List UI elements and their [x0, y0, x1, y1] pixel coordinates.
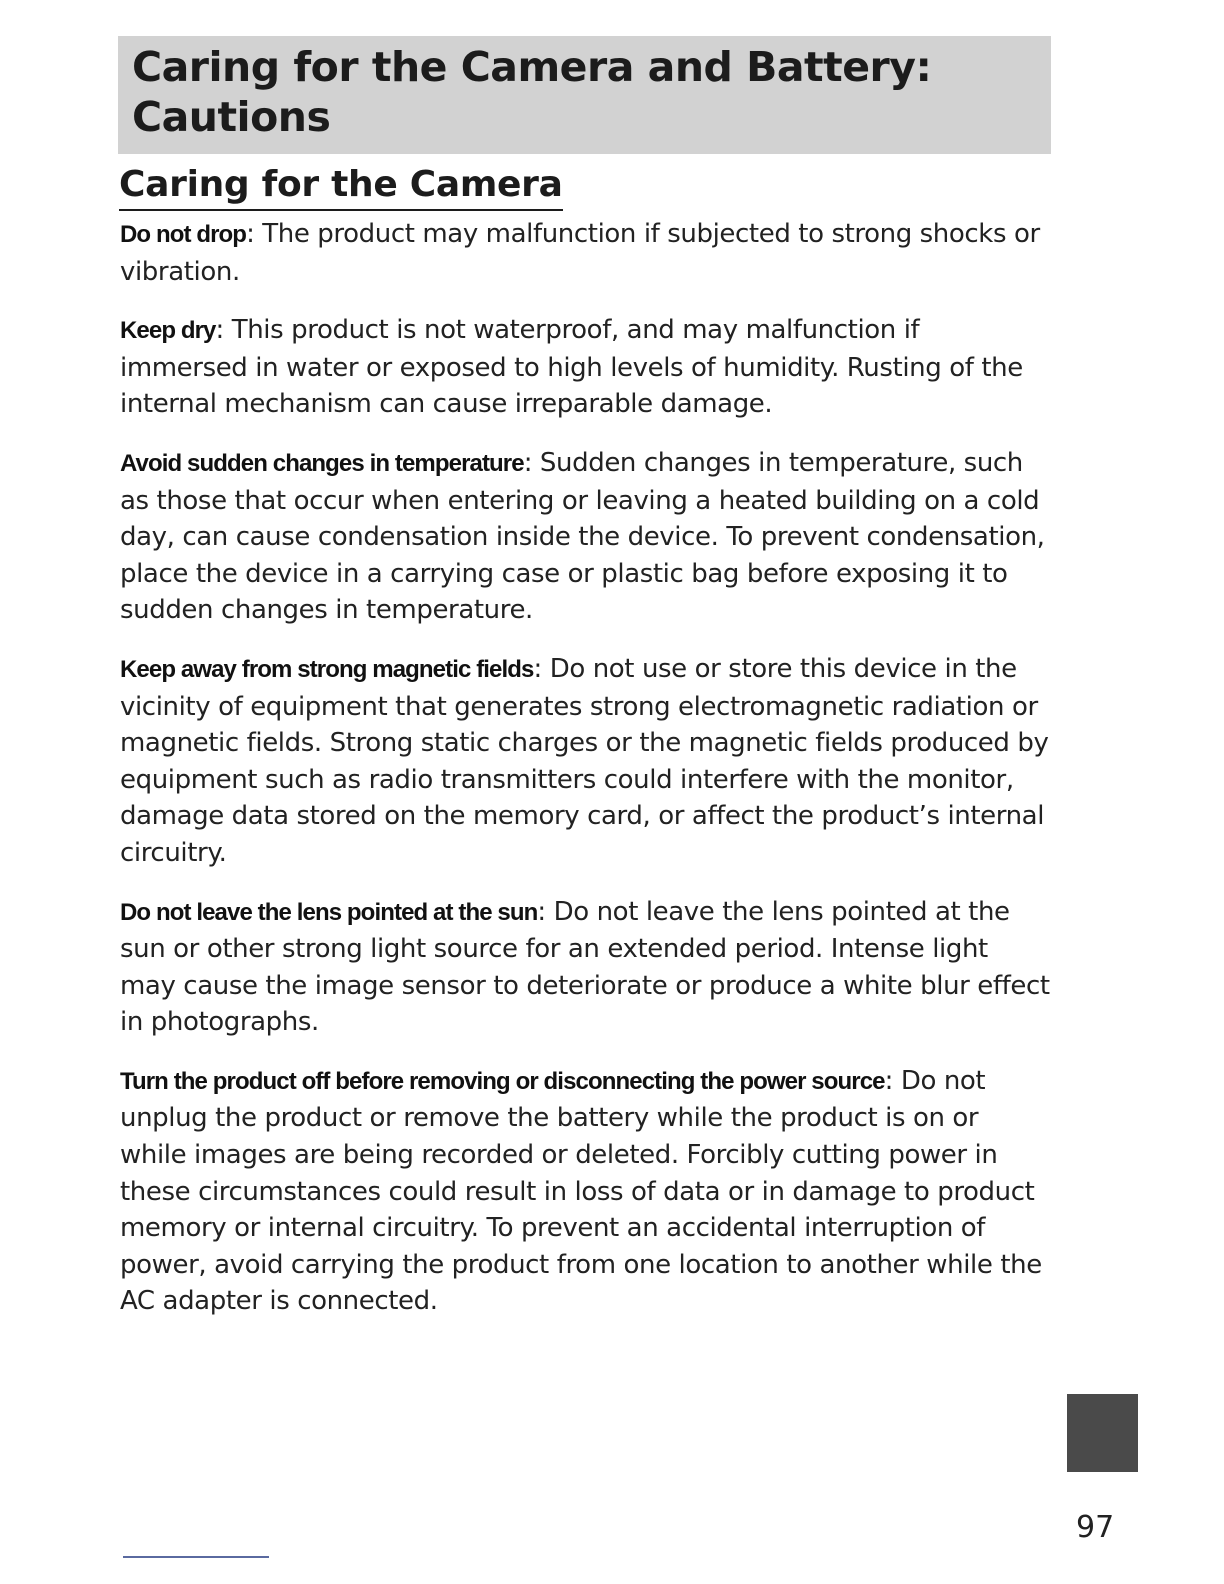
caution-heading: Do not drop — [120, 221, 247, 248]
page-number: 97 — [1076, 1510, 1115, 1545]
caution-temperature — [120, 445, 1050, 629]
caution-heading: Avoid sudden changes in temperature — [120, 449, 524, 477]
chapter-title-line1: Caring for the Camera and Battery: — [132, 43, 932, 91]
caution-heading: Do not leave the lens pointed at the sun — [120, 898, 538, 926]
caution-text: : Do not unplug the product or remove the battery while the product is on or while images are being recorded or deleted. Forcibly cutting power in these circumstances could result in loss of data or in damage to product memory or internal circuitry. To prevent an accidental interruption of power, avoid carrying the product from one location to another while the AC adapter is connected. — [120, 1065, 1042, 1317]
section-title: Caring for the Camera — [119, 162, 563, 211]
caution-text: : Do not leave the lens pointed at the sun or other strong light source for an extended period. Intense light may cause the image sensor to deteriorate or produce a white blur effect in photographs. — [120, 896, 1050, 1038]
caution-text: : This product is not waterproof, and may malfunction if immersed in water or exposed to high levels of humidity. Rusting of the internal mechanism can cause irreparable damage. — [120, 315, 1023, 420]
caution-keep-dry — [120, 312, 1050, 423]
chapter-title — [132, 42, 1051, 142]
chapter-title-line2: Cautions — [132, 93, 331, 141]
caution-heading: Turn the product off before removing or disconnecting the power source — [120, 1067, 885, 1095]
caution-lens-sun — [120, 894, 1050, 1041]
caution-list — [120, 216, 1050, 1342]
chapter-banner — [118, 36, 1051, 154]
footer-rule — [123, 1556, 269, 1558]
thumb-index-tab — [1067, 1394, 1138, 1472]
caution-heading: Keep dry — [120, 317, 216, 345]
caution-magnetic-fields — [120, 651, 1050, 872]
caution-text: : Do not use or store this device in the vicinity of equipment that generates strong electromagnetic radiation or magnetic fields. Strong static charges or the magnetic fields produced by equipment such as radio transmitters could interfere with the monitor, damage data stored on the memory card, or affect the product’s internal circuitry. — [120, 653, 1049, 868]
caution-text: : Sudden changes in temperature, such as those that occur when entering or leaving a heated building on a cold day, can cause condensation inside the device. To prevent condensation, place the device in a carrying case or plastic bag before exposing it to sudden changes in temperature. — [120, 447, 1045, 626]
caution-text: : The product may malfunction if subjected to strong shocks or vibration. — [120, 219, 1040, 287]
caution-power-source — [120, 1063, 1050, 1320]
caution-heading: Keep away from strong magnetic fields — [120, 655, 534, 683]
caution-do-not-drop — [120, 216, 1050, 290]
